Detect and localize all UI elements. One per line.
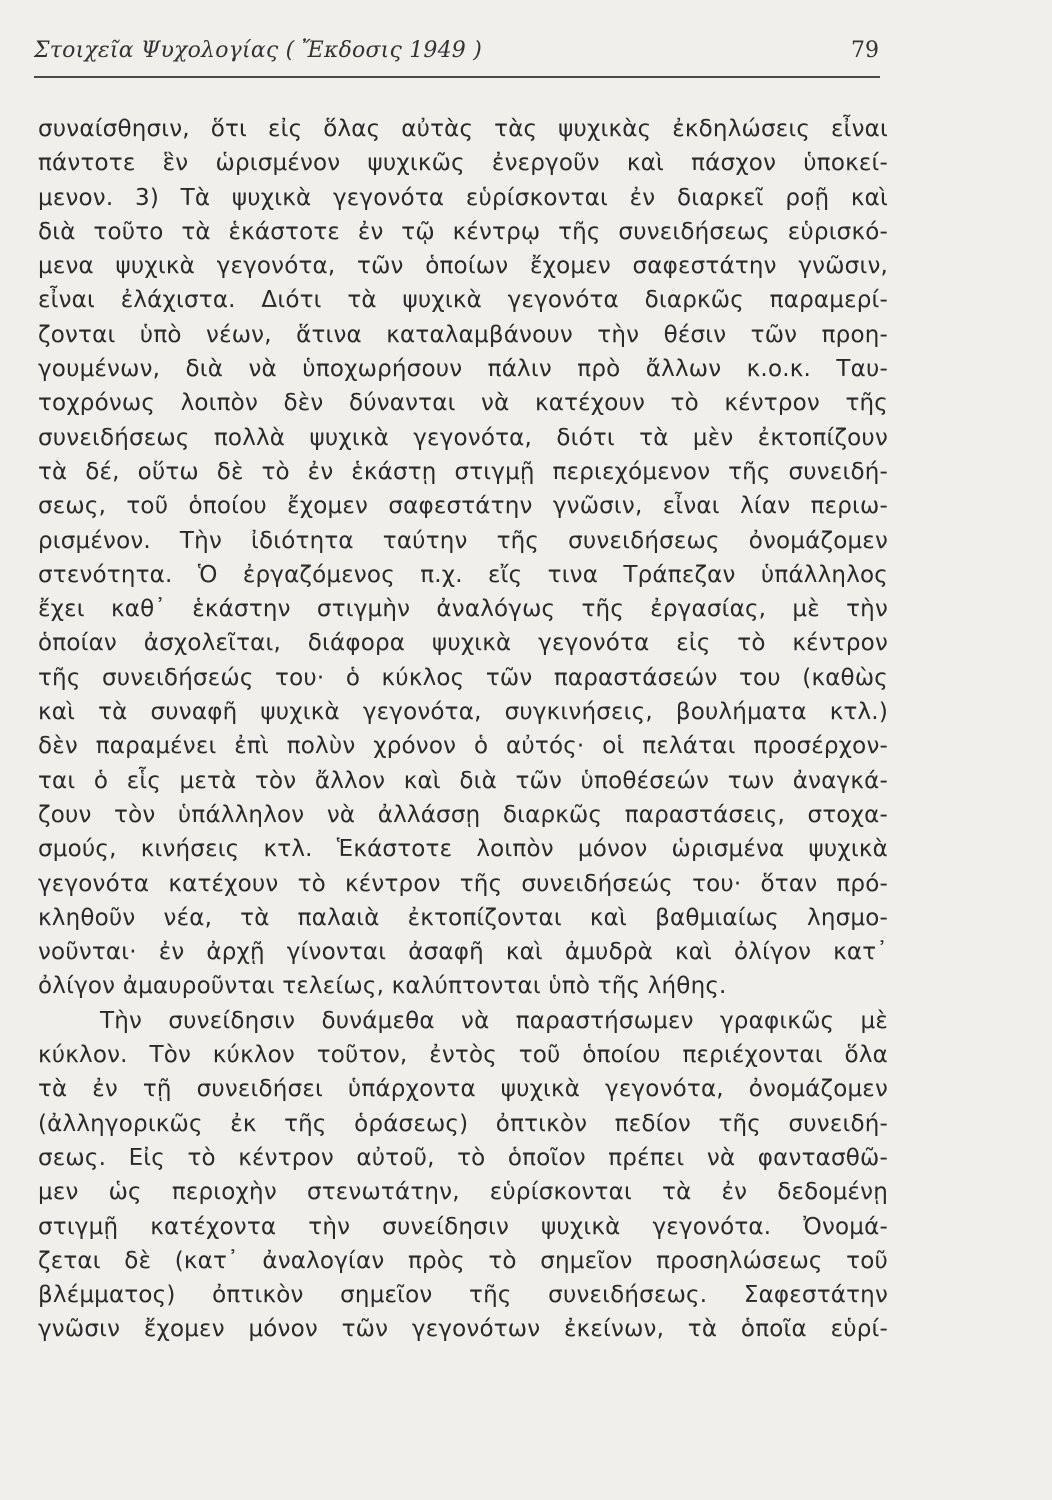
text-line: Τὴν συνείδησιν δυνάμεθα νὰ παραστήσωμεν γραφικῶς μὲ: [100, 1007, 888, 1034]
header-rule: [34, 76, 880, 78]
text-line: ζουν τὸν ὑπάλληλον νὰ ἀλλάσσῃ διαρκῶς παραστάσεις, στοχα-: [38, 801, 888, 828]
text-line: τὰ δέ, οὕτω δὲ τὸ ἐν ἑκάστῃ στιγμῇ περιεχόμενον τῆς συνειδή-: [38, 458, 888, 485]
text-line: τῆς συνειδήσεώς του· ὁ κύκλος τῶν παραστάσεών του (καθὼς: [38, 664, 888, 691]
text-line: συνειδήσεως πολλὰ ψυχικὰ γεγονότα, διότι τὰ μὲν ἐκτοπίζουν: [38, 424, 888, 451]
text-line: συναίσθησιν, ὅτι εἰς ὅλας αὐτὰς τὰς ψυχικὰς ἐκδηλώσεις εἶναι: [38, 116, 888, 142]
page-number: 79: [851, 38, 879, 63]
text-line: κληθοῦν νέα, τὰ παλαιὰ ἐκτοπίζονται καὶ βαθμιαίως λησμο-: [38, 904, 888, 931]
text-line: στενότητα. Ὁ ἐργαζόμενος π.χ. εἴς τινα Τράπεζαν ὑπάλληλος: [38, 561, 888, 588]
text-line: ζονται ὑπὸ νέων, ἅτινα καταλαμβάνουν τὴν θέσιν τῶν προη-: [38, 321, 888, 348]
text-line: τοχρόνως λοιπὸν δὲν δύνανται νὰ κατέχουν τὸ κέντρον τῆς: [38, 390, 888, 417]
text-line: γεγονότα κατέχουν τὸ κέντρον τῆς συνειδήσεώς του· ὅταν πρό-: [38, 870, 888, 897]
text-line: (ἀλληγορικῶς ἐκ τῆς ὁράσεως) ὀπτικὸν πεδίον τῆς συνειδή-: [38, 1110, 888, 1137]
text-line: ρισμένον. Τὴν ἰδιότητα ταύτην τῆς συνειδήσεως ὀνομάζομεν: [38, 527, 888, 554]
text-line: μενον. 3) Τὰ ψυχικὰ γεγονότα εὑρίσκονται ἐν διαρκεῖ ροῇ καὶ: [38, 184, 888, 211]
text-line: μενα ψυχικὰ γεγονότα, τῶν ὁποίων ἔχομεν σαφεστάτην γνῶσιν,: [38, 253, 888, 280]
text-line: διὰ τοῦτο τὰ ἑκάστοτε ἐν τῷ κέντρῳ τῆς συνειδήσεως εὑρισκό-: [38, 218, 888, 245]
body-text: [38, 112, 888, 1347]
text-line: στιγμῇ κατέχοντα τὴν συνείδησιν ψυχικὰ γεγονότα. Ὀνομά-: [38, 1213, 888, 1240]
text-line: ὀλίγον ἀμαυροῦνται τελείως, καλύπτονται ὑπὸ τῆς λήθης.: [38, 973, 727, 1000]
text-line: σμούς, κινήσεις κτλ. Ἑκάστοτε λοιπὸν μόνον ὡρισμένα ψυχικὰ: [38, 836, 888, 863]
text-line: καὶ τὰ συναφῆ ψυχικὰ γεγονότα, συγκινήσεις, βουλήματα κτλ.): [38, 699, 888, 726]
text-line: βλέμματος) ὀπτικὸν σημεῖον τῆς συνειδήσεως. Σαφεστάτην: [38, 1282, 888, 1309]
text-line: εἶναι ἐλάχιστα. Διότι τὰ ψυχικὰ γεγονότα διαρκῶς παραμερί-: [38, 287, 888, 314]
running-header: [34, 38, 879, 63]
text-line: ὁποίαν ἀσχολεῖται, διάφορα ψυχικὰ γεγονότα εἰς τὸ κέντρον: [38, 630, 888, 657]
text-line: μεν ὡς περιοχὴν στενωτάτην, εὑρίσκονται τὰ ἐν δεδομένῃ: [38, 1179, 888, 1206]
text-line: ται ὁ εἷς μετὰ τὸν ἄλλον καὶ διὰ τῶν ὑποθέσεών των ἀναγκά-: [38, 767, 888, 794]
text-line: ζεται δὲ (κατ᾽ ἀναλογίαν πρὸς τὸ σημεῖον προσηλώσεως τοῦ: [38, 1247, 888, 1274]
text-line: γνῶσιν ἔχομεν μόνον τῶν γεγονότων ἐκείνων, τὰ ὁποῖα εὑρί-: [38, 1316, 888, 1343]
text-line: γουμένων, διὰ νὰ ὑποχωρήσουν πάλιν πρὸ ἄλλων κ.ο.κ. Ταυ-: [38, 356, 888, 383]
text-line: πάντοτε ἓν ὡρισμένον ψυχικῶς ἐνεργοῦν καὶ πάσχον ὑποκεί-: [38, 150, 888, 177]
text-line: σεως, τοῦ ὁποίου ἔχομεν σαφεστάτην γνῶσιν, εἶναι λίαν περιω-: [38, 493, 888, 520]
text-line: δὲν παραμένει ἐπὶ πολὺν χρόνον ὁ αὐτός· οἱ πελάται προσέρχον-: [38, 733, 888, 760]
text-line: νοῦνται· ἐν ἀρχῇ γίνονται ἀσαφῆ καὶ ἀμυδρὰ καὶ ὀλίγον κατ᾽: [38, 939, 888, 966]
text-line: ἔχει καθ᾽ ἑκάστην στιγμὴν ἀναλόγως τῆς ἐργασίας, μὲ τὴν: [38, 596, 888, 623]
text-line: κύκλον. Τὸν κύκλον τοῦτον, ἐντὸς τοῦ ὁποίου περιέχονται ὅλα: [38, 1042, 888, 1069]
text-line: τὰ ἐν τῇ συνειδήσει ὑπάρχοντα ψυχικὰ γεγονότα, ὀνομάζομεν: [38, 1076, 888, 1103]
text-line: σεως. Εἰς τὸ κέντρον αὐτοῦ, τὸ ὁποῖον πρέπει νὰ φαντασθῶ-: [38, 1144, 888, 1171]
running-title: Στοιχεῖα Ψυχολογίας ( Ἔκδοσις 1949 ): [34, 38, 482, 63]
